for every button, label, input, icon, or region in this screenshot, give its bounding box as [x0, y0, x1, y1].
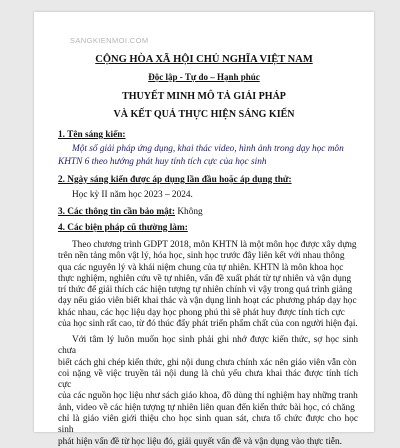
- section-3-heading: 3. Các thông tin cần bảo mật:: [58, 207, 175, 217]
- watermark: SANGKIENMOI.COM: [70, 36, 149, 45]
- doc-title-2: VÀ KẾT QUẢ THỰC HIỆN SÁNG KIẾN: [113, 109, 295, 120]
- p1-line: Theo chương trình GDPT 2018, môn KHTN là một môn học được xây dựng: [72, 240, 357, 250]
- p1-line: trên nền tảng môn vật lý, hóa học, sinh học trước đây liên kết với nhau thông: [58, 251, 345, 262]
- p2-line: coi nặng về việc truyền tải nội dung là chủ yếu chưa khai thác được tính tích cực: [58, 368, 358, 391]
- section-3-value: Không: [177, 207, 203, 217]
- country-name: CỘNG HÒA XÃ HỘI CHỦ NGHĨA VIỆT NAM: [95, 54, 313, 65]
- country-header: [34, 54, 374, 65]
- p2-line: của các nguồn học liệu như sách giáo khoa, đồ dùng thí nghiệm hay những tranh: [58, 391, 358, 402]
- initiative-name-line-1: Một số giải pháp ứng dụng, khai thác video, hình ảnh trong dạy học môn: [72, 144, 344, 154]
- p1-line: trí thức để giải thích các hiện tượng tự nhiên chính vì vậy trong quá trình giảng: [58, 285, 353, 296]
- motto: [34, 72, 374, 82]
- document-page: [34, 12, 374, 447]
- paragraph-2: [58, 335, 358, 448]
- section-2-value: Học kỳ II năm học 2023 – 2024.: [72, 190, 193, 200]
- section-1-heading-text: 1. Tên sáng kiến:: [58, 130, 126, 140]
- p2-line: ảnh, video về các hiện tượng tự nhiên liên quan đến kiến thức bài học, có chăng: [58, 402, 355, 413]
- section-2-heading-text: 2. Ngày sáng kiến được áp dụng lần đầu hoặc áp dụng thử:: [58, 175, 292, 185]
- p1-line: khác nhau, các học liệu dạy học phong phú thì sẽ phát huy được tính tích cực: [58, 307, 345, 318]
- section-4-heading: [58, 223, 188, 233]
- p1-line: của học sinh rất cao, từ đó thúc đẩy phát triển phẩm chất của con người hiện đại.: [58, 319, 358, 330]
- section-2-heading: [58, 175, 292, 185]
- p2-line: chỉ là giáo viên giới thiệu cho học sinh quan sát, chưa tổ chức được cho học sinh: [58, 414, 358, 436]
- p1-line: thực nghiệm, nghiên cứu về tự nhiên, vấn đề xuất phát từ tự nhiên và vận dụng: [58, 273, 352, 284]
- paragraph-1: [58, 240, 358, 330]
- motto-text: Độc lập - Tự do – Hạnh phúc: [148, 72, 260, 82]
- p1-line: dạy nếu giáo viên biết khai thác và vận dụng linh hoạt các phương pháp dạy học: [58, 296, 357, 307]
- section-4-heading-text: 4. Các biện pháp cũ thường làm:: [58, 223, 188, 233]
- p2-line: Với tâm lý luôn muốn học sinh phải ghi nhớ được kiến thức, sợ học sinh chưa: [58, 335, 358, 357]
- section-3: [58, 207, 203, 217]
- p2-line: biết cách ghi chép kiến thức, ghi nội dung chưa chính xác nên giáo viên vẫn còn: [58, 357, 357, 368]
- initiative-name-line-2: KHTN 6 theo hướng phát huy tính tích cực của học sinh: [58, 157, 267, 167]
- p2-line: phát hiện vấn đề từ học liệu đó, giải quyết vấn đề và vận dụng vào thực tiễn.: [58, 436, 342, 447]
- doc-title-1: THUYẾT MINH MÔ TẢ GIẢI PHÁP: [122, 91, 286, 102]
- p1-line: qua các nguyên lý và khái niệm chung của tự nhiên. KHTN là môn khoa học: [58, 262, 344, 273]
- section-1-heading: [58, 130, 126, 140]
